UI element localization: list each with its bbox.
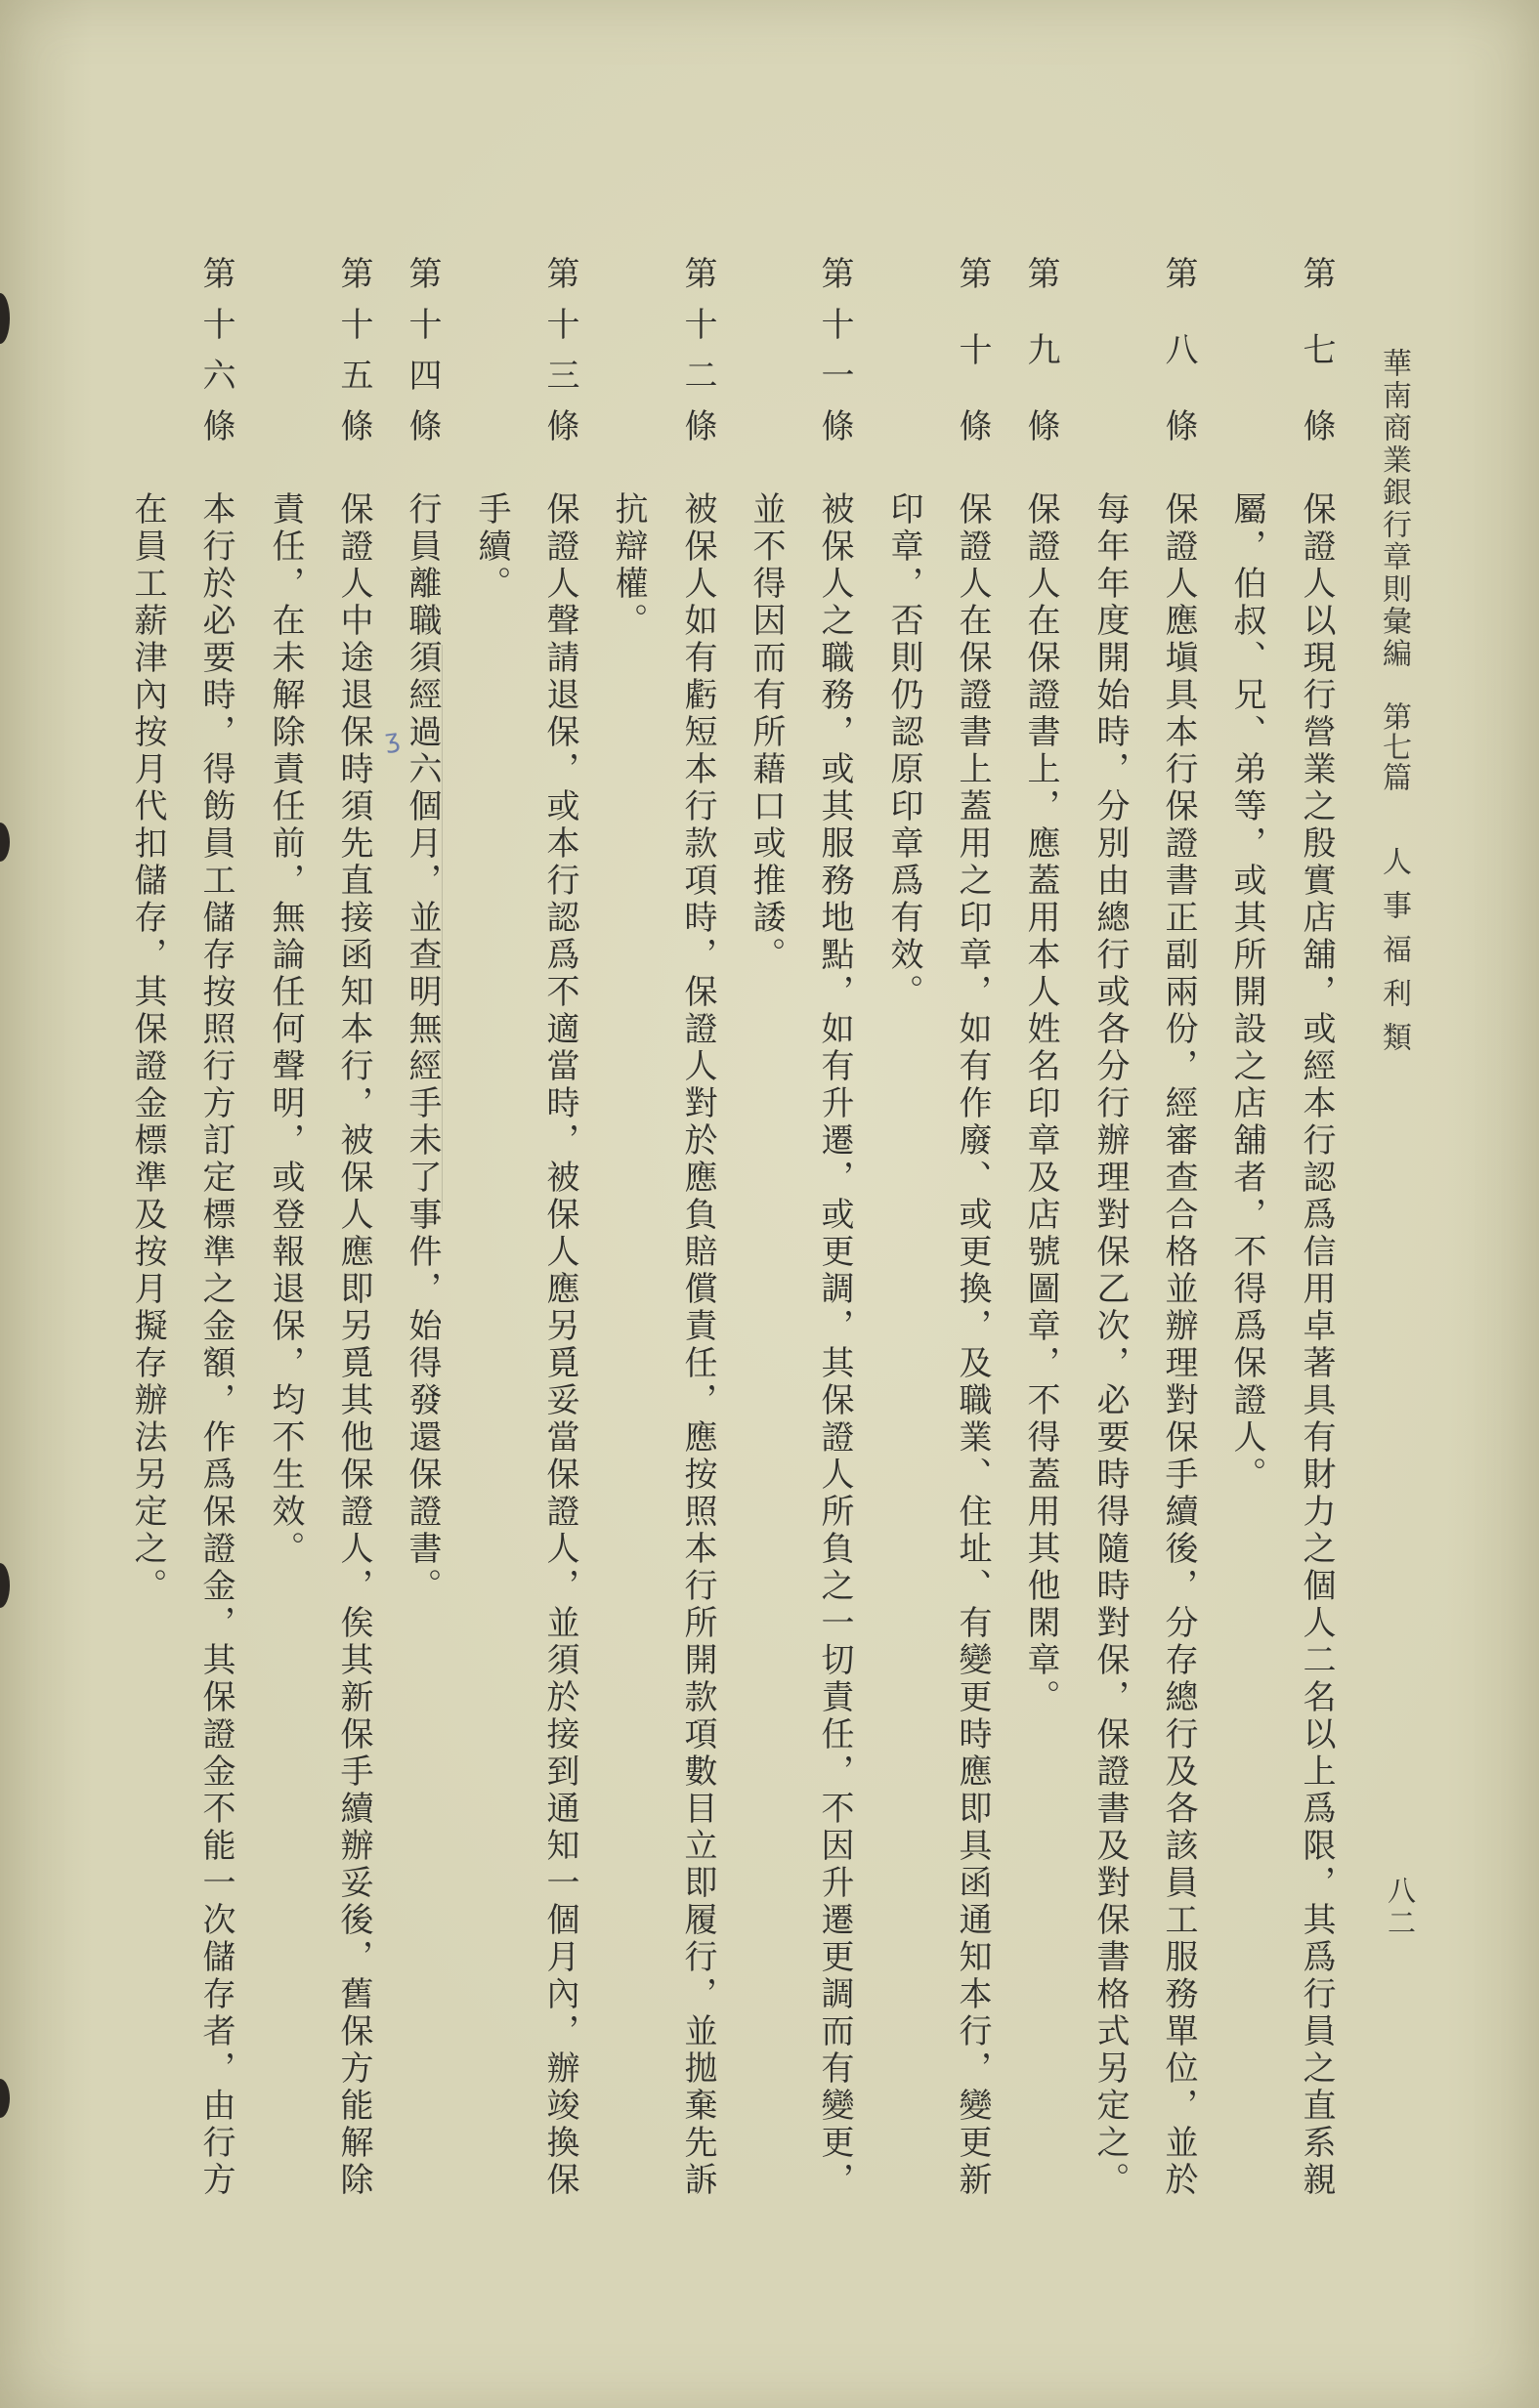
article-text-line: 抗辯權。 [609, 491, 648, 640]
article-label: 第七條 [1297, 256, 1336, 485]
article-text-line: 保證人在保證書上蓋用之印章，如有作廢、或更換，及職業、住址、有變更時應即具函通知本行，變更新 [953, 491, 992, 2199]
article-text-line: 印章，否則仍認原印章爲有效。 [884, 491, 923, 1011]
article-label: 第十五條 [334, 256, 373, 459]
article-label: 第十二條 [678, 256, 717, 459]
article-label: 第十條 [953, 256, 992, 485]
article-label: 第十四條 [403, 256, 442, 459]
binding-hole [0, 1563, 10, 1608]
article-text-line: 在員工薪津內按月代扣儲存，其保證金標準及按月擬存辦法另定之。 [128, 491, 167, 1605]
running-header-book-title: 華南商業銀行章則彙編 [1377, 348, 1411, 670]
article-label: 第八條 [1159, 256, 1198, 485]
article-text-line: 責任，在未解除責任前，無論任何聲明，或登報退保，均不生效。 [266, 491, 305, 1568]
article-label: 第十三條 [540, 256, 579, 459]
binding-hole [0, 293, 10, 344]
article-text-line: 手續。 [472, 491, 511, 603]
article-text-line: 並不得因而有所藉口或推諉。 [747, 491, 786, 974]
article-text-line: 保證人應塡具本行保證書正副兩份，經審查合格並辦理對保手續後，分存總行及各該員工服務單位，並於 [1159, 491, 1198, 2199]
pencil-mark-line [442, 645, 443, 1211]
article-text-line: 屬，伯叔、兄、弟等，或其所開設之店舖者，不得爲保證人。 [1227, 491, 1266, 1494]
article-text-line: 保證人以現行營業之殷實店舖，或經本行認爲信用卓著具有財力之個人二名以上爲限，其爲行員之直系親 [1297, 491, 1336, 2199]
article-text-line: 每年年度開始時，分別由總行或各分行辦理對保乙次，必要時得隨時對保，保證書及對保書格式另定之。 [1090, 491, 1130, 2199]
article-text-line: 被保人如有虧短本行款項時，保證人對於應負賠償責任，應按照本行所開款項數目立即履行，並拋棄先訴 [678, 491, 717, 2199]
article-text-line: 被保人之職務，或其服務地點，如有升遷，或更調，其保證人所負之一切責任，不因升遷更調而有變更， [815, 491, 854, 2199]
article-text-line: 行員離職須經過六個月，並查明無經手未了事件，始得發還保證書。 [403, 491, 442, 1605]
article-label: 第十一條 [815, 256, 854, 459]
article-text-line: 保證人在保證書上，應蓋用本人姓名印章及店號圖章，不得蓋用其他閑章。 [1021, 491, 1060, 1716]
article-text-line: 保證人中途退保時須先直接函知本行，被保人應即另覓其他保證人，俟其新保手續辦妥後，舊保方能解除 [334, 491, 373, 2199]
article-label: 第九條 [1021, 256, 1060, 485]
page-number: 八二 [1384, 1876, 1417, 1940]
running-header-category: 人事福利類 [1377, 846, 1411, 1066]
binding-hole [0, 2079, 10, 2118]
pen-annotation-mark: ʒ [382, 724, 403, 755]
article-text-line: 保證人聲請退保，或本行認爲不適當時，被保人應另覓妥當保證人，並須於接到通知一個月內，辦竣換保 [540, 491, 579, 2199]
running-header-chapter: 第七篇 [1377, 701, 1411, 792]
binding-hole [0, 823, 10, 862]
article-text-line: 本行於必要時，得飭員工儲存按照行方訂定標準之金額，作爲保證金，其保證金不能一次儲存者，由行方 [196, 491, 235, 2199]
article-label: 第十六條 [196, 256, 235, 459]
